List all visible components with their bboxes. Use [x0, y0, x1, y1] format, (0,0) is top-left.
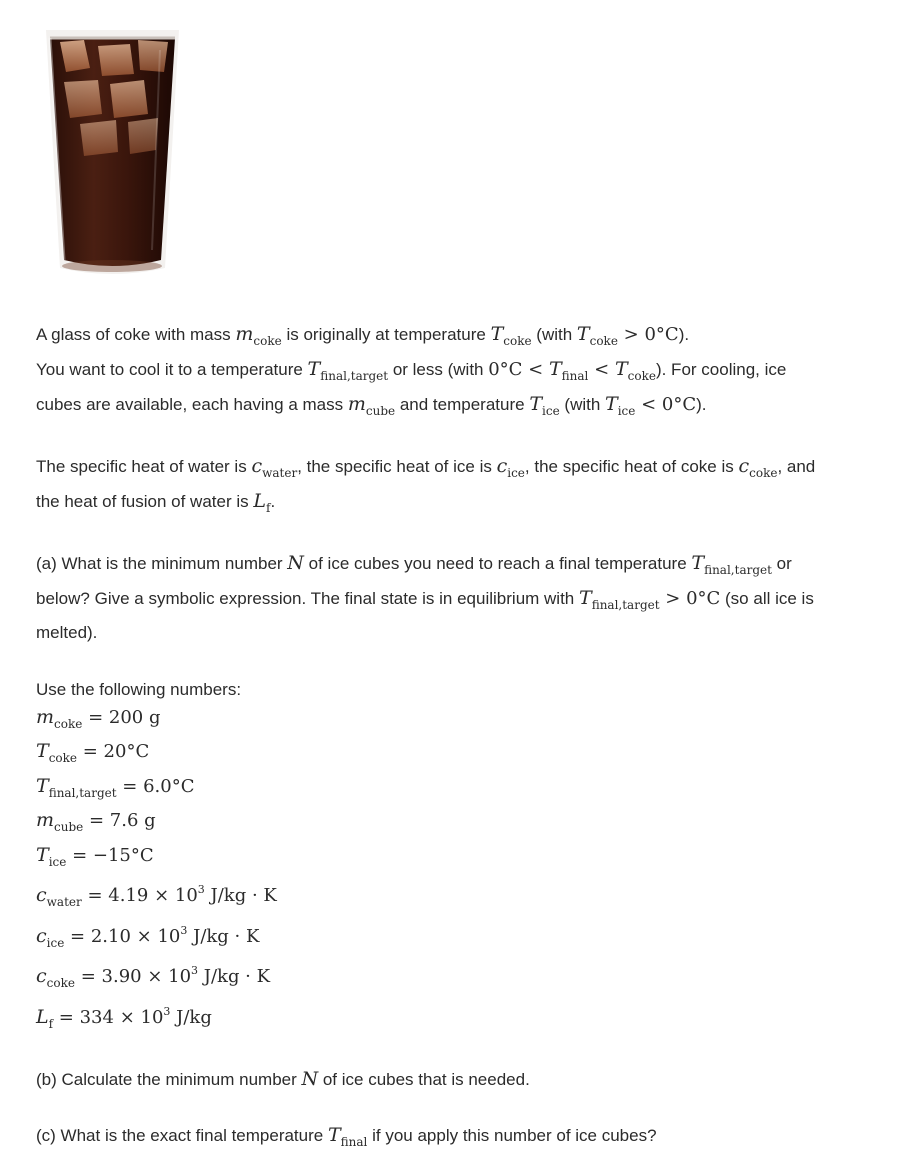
math-relation: = — [66, 844, 93, 866]
text: You want to cool it to a temperature — [36, 360, 308, 379]
math-symbol: c — [251, 455, 263, 477]
math-symbol: N — [287, 552, 304, 574]
math-exponent: 3 — [163, 1004, 171, 1018]
math-relation: = — [77, 741, 104, 762]
math-subscript: coke — [253, 334, 282, 348]
text: (so all ice is — [720, 589, 814, 608]
math-symbol: T — [490, 323, 504, 345]
text: , the specific heat of coke is — [524, 457, 739, 476]
value-t-ice — [36, 842, 896, 877]
value: 4.19 × 10 — [108, 885, 198, 906]
math-exponent: 3 — [180, 923, 188, 937]
text: (a) What is the minimum number — [36, 554, 288, 573]
text: , and — [777, 457, 816, 476]
value: −15°C — [92, 844, 154, 866]
text: of ice cubes you need to reach a final temperature — [303, 554, 692, 573]
math-symbol: c — [36, 965, 47, 987]
text: The specific heat of water is — [36, 457, 252, 476]
value-t-final-target — [36, 773, 896, 808]
text: A glass of coke with mass — [36, 325, 236, 344]
coke-glass-image — [40, 10, 185, 290]
math-symbol: c — [36, 884, 47, 906]
math-relation: = — [53, 1006, 80, 1028]
math-symbol: N — [301, 1068, 319, 1090]
math-relation: > 0°C — [617, 324, 679, 345]
math-relation: = — [64, 925, 91, 947]
math-subscript: final,target — [48, 785, 117, 800]
math-symbol: L — [36, 1005, 49, 1028]
unit: J/kg · K — [204, 885, 277, 906]
text: below? Give a symbolic expression. The final state is in equilibrium with — [36, 589, 579, 608]
value: 334 × 10 — [79, 1006, 164, 1028]
part-c-question — [36, 1121, 896, 1156]
text: or — [771, 554, 792, 573]
math-symbol: T — [614, 358, 628, 380]
math-exponent: 3 — [197, 883, 205, 896]
math-subscript: ice — [542, 404, 560, 418]
unit: J/kg · K — [198, 966, 271, 987]
text: ). — [696, 395, 707, 414]
math-relation: = — [74, 966, 102, 987]
math-relation: = — [116, 775, 144, 797]
math-subscript: ice — [46, 935, 65, 950]
text: (with — [559, 395, 606, 414]
text: and temperature — [395, 395, 530, 414]
problem-text — [36, 320, 896, 1156]
math-symbol: m — [36, 809, 55, 831]
math-subscript: final,target — [591, 598, 660, 612]
math-symbol: L — [253, 490, 266, 512]
math-subscript: water — [262, 466, 298, 480]
text: cubes are available, each having a mass — [36, 395, 348, 414]
text: . — [270, 492, 276, 511]
part-b-question — [36, 1065, 896, 1094]
math-symbol: m — [347, 393, 366, 415]
intro-paragraph — [36, 320, 896, 425]
text: ). — [678, 325, 690, 344]
specific-heats-paragraph — [36, 452, 896, 522]
given-values-label: Use the following numbers: — [36, 680, 242, 699]
math-subscript: ice — [507, 466, 525, 480]
value: 2.10 × 10 — [90, 925, 181, 947]
math-subscript: cube — [54, 820, 84, 834]
math-subscript: coke — [503, 334, 532, 348]
part-a-question — [36, 549, 896, 647]
math-subscript: f — [265, 501, 271, 515]
text: (c) What is the exact final temperature — [36, 1126, 328, 1145]
math-relation: < — [588, 359, 615, 380]
math-subscript: coke — [627, 369, 656, 383]
text: (with — [531, 325, 577, 344]
value: 7.6 g — [109, 810, 156, 831]
value: 200 g — [108, 706, 161, 728]
text: the heat of fusion of water is — [36, 492, 254, 511]
math-subscript: coke — [589, 334, 618, 348]
math-relation: 0°C < — [488, 359, 549, 380]
math-symbol: T — [576, 323, 590, 345]
value-m-coke — [36, 704, 896, 739]
math-subscript: final,target — [320, 369, 389, 383]
math-symbol: T — [36, 740, 49, 762]
math-exponent: 3 — [191, 964, 199, 977]
value: 20°C — [103, 741, 150, 762]
unit: J/kg — [170, 1006, 212, 1028]
value-c-ice — [36, 917, 896, 958]
math-subscript: coke — [46, 976, 75, 990]
text: if you apply this number of ice cubes? — [367, 1126, 657, 1145]
math-symbol: T — [36, 774, 49, 797]
text: melted). — [36, 623, 98, 642]
value-l-f — [36, 998, 896, 1039]
math-subscript: f — [48, 1016, 54, 1031]
math-symbol: T — [307, 358, 321, 380]
value-t-coke — [36, 738, 896, 773]
value: 3.90 × 10 — [101, 966, 192, 987]
math-subscript: final,target — [704, 563, 772, 577]
math-symbol: T — [529, 393, 543, 415]
unit: J/kg · K — [187, 925, 260, 947]
math-subscript: coke — [749, 466, 778, 480]
math-subscript: coke — [48, 751, 78, 765]
text: is originally at temperature — [281, 325, 491, 344]
math-symbol: c — [36, 924, 47, 947]
math-relation: = — [82, 706, 109, 728]
math-symbol: T — [579, 587, 592, 609]
math-subscript: coke — [54, 716, 83, 731]
text: , the specific heat of ice is — [297, 457, 497, 476]
math-relation: = — [81, 885, 109, 906]
value: 6.0°C — [143, 775, 195, 797]
math-subscript: cube — [365, 404, 396, 418]
math-subscript: ice — [48, 854, 67, 869]
math-symbol: T — [605, 393, 618, 415]
math-symbol: m — [235, 323, 254, 345]
math-symbol: c — [738, 455, 750, 477]
given-values-list — [36, 676, 896, 1038]
math-symbol: c — [496, 455, 508, 477]
math-symbol: T — [36, 843, 49, 866]
text: or less (with — [388, 360, 489, 379]
math-relation: > 0°C — [659, 588, 721, 609]
math-subscript: final — [340, 1135, 368, 1149]
math-symbol: T — [327, 1124, 341, 1146]
value-m-cube — [36, 807, 896, 842]
text: of ice cubes that is needed. — [318, 1070, 530, 1089]
value-c-water — [36, 876, 896, 917]
math-subscript: ice — [617, 404, 636, 418]
text: ). For cooling, ice — [655, 360, 787, 379]
math-relation: = — [83, 810, 110, 831]
text: (b) Calculate the minimum number — [36, 1070, 302, 1089]
math-subscript: water — [46, 895, 82, 909]
math-relation: < 0°C — [635, 394, 697, 415]
math-symbol: T — [548, 358, 562, 380]
math-subscript: final — [561, 369, 589, 383]
value-c-coke — [36, 957, 896, 998]
math-symbol: T — [691, 552, 705, 574]
math-symbol: m — [36, 705, 55, 728]
